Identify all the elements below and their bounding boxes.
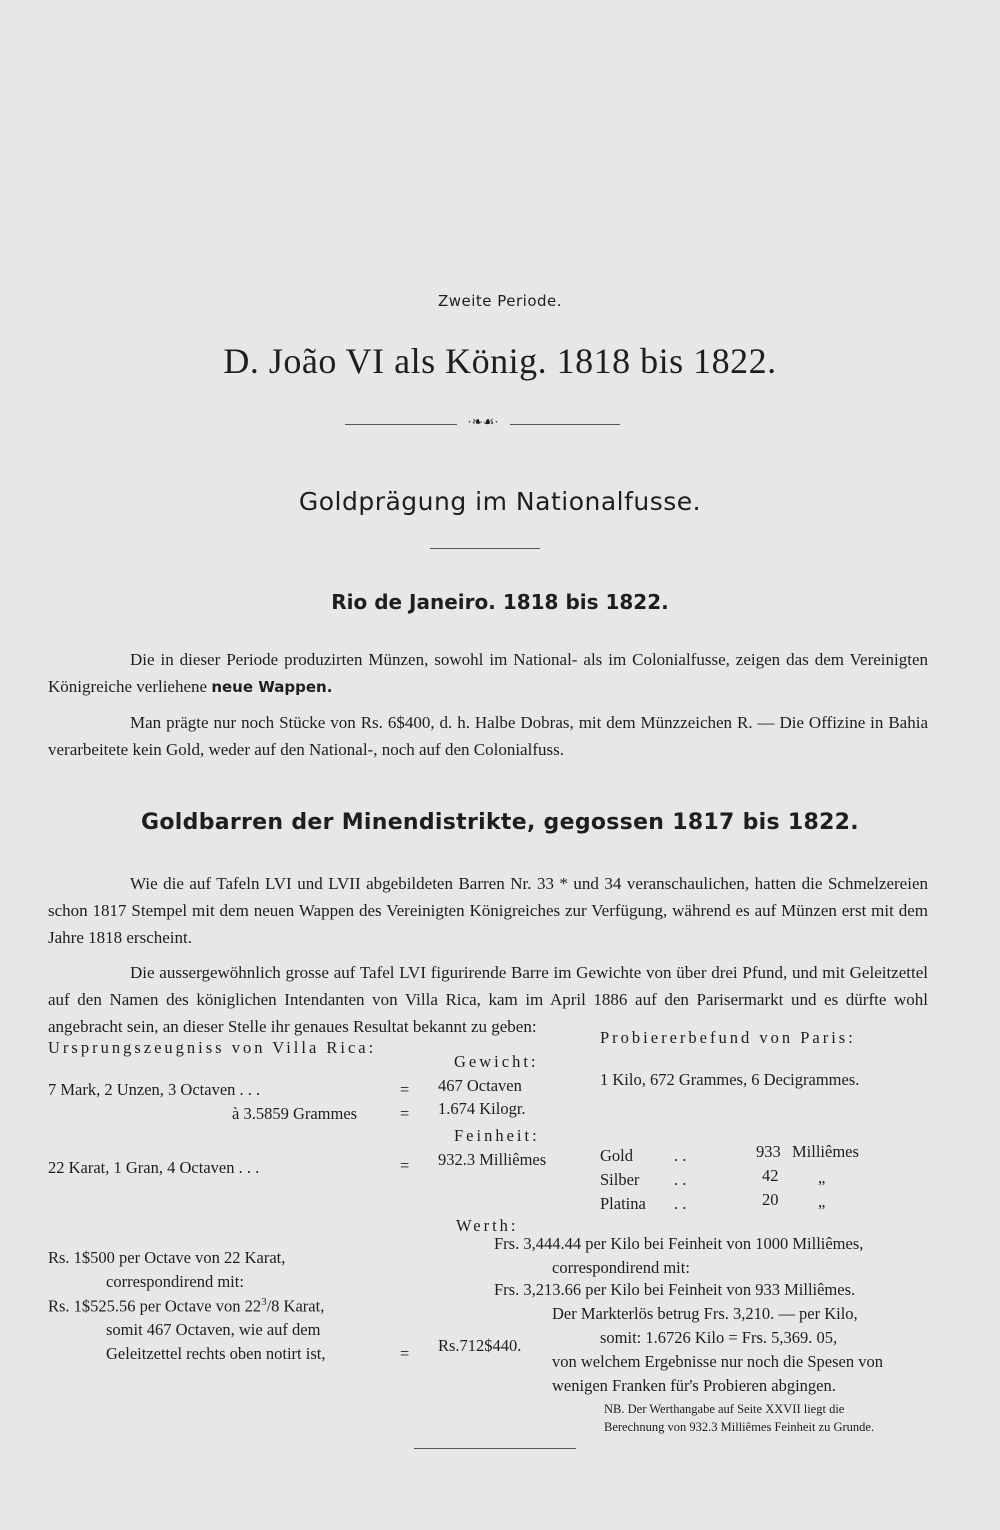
- metal-name-silber: Silber: [600, 1170, 640, 1189]
- weight-mark-text: 7 Mark, 2 Unzen, 3 Octaven . . .: [48, 1080, 261, 1099]
- metal-value-gold: 933: [756, 1142, 781, 1161]
- ornament-rule-left: [345, 424, 457, 425]
- paragraph: [48, 646, 928, 701]
- metal-unit-platina: „: [818, 1192, 826, 1211]
- werth-label: Werth:: [456, 1216, 519, 1235]
- werth-left-text: Rs. 1$525.56 per Octave von 22: [48, 1296, 262, 1316]
- werth-left-line: correspondirend mit:: [106, 1272, 244, 1291]
- equals-sign: =: [400, 1344, 410, 1363]
- werth-right-line: Der Markterlös betrug Frs. 3,210. — per Kilo,: [552, 1304, 858, 1323]
- metal-name-platina: Platina: [600, 1194, 646, 1213]
- metal-value-silber: 42: [762, 1166, 779, 1185]
- werth-left-line: Rs. 1$500 per Octave von 22 Karat,: [48, 1248, 286, 1267]
- origin-header: Ursprungszeugniss von Villa Rica:: [48, 1038, 377, 1057]
- equals-sign: =: [400, 1080, 410, 1099]
- werth-left-line: Geleitzettel rechts oben notirt ist,: [106, 1344, 326, 1363]
- section1-text: [48, 646, 928, 771]
- metal-unit-gold: Milliêmes: [792, 1142, 859, 1161]
- metal-value-platina: 20: [762, 1190, 779, 1209]
- section2-text: [48, 870, 928, 1048]
- section-divider: [430, 548, 540, 549]
- paragraph: Wie die auf Tafeln LVI und LVII abgebildeten Barren Nr. 33 * und 34 veranschaulichen, hatten die Schmelzereien schon 1817 Stempel mit dem neuen Wappen des Vereinigten Königreiches zur Verfügung, während es auf Münzen erst mit dem Jahre 1818 erscheint.: [48, 874, 928, 947]
- werth-right-line: Frs. 3,444.44 per Kilo bei Feinheit von 1000 Milliêmes,: [494, 1234, 864, 1253]
- feinheit-value: 932.3 Milliêmes: [438, 1150, 547, 1169]
- werth-left-text: /8 Karat,: [266, 1296, 325, 1316]
- nb-note-line: Berechnung von 932.3 Milliêmes Feinheit zu Grunde.: [604, 1420, 875, 1434]
- werth-right-line: wenigen Franken für's Probieren abgingen.: [552, 1376, 836, 1395]
- page-title: D. João VI als König. 1818 bis 1822.: [223, 341, 777, 381]
- paragraph: Man prägte nur noch Stücke von Rs. 6$400, d. h. Halbe Dobras, mit dem Münzzeichen R. — Die Offizine in Bahia verarbeitete kein Gold, weder auf den National-, noch auf den Colonialfuss.: [48, 713, 928, 759]
- karat-text: 22 Karat, 1 Gran, 4 Octaven . . .: [48, 1158, 260, 1177]
- werth-left-line: somit 467 Octaven, wie auf dem: [106, 1320, 321, 1339]
- feinheit-label: Feinheit:: [454, 1126, 540, 1145]
- werth-right-line: somit: 1.6726 Kilo = Frs. 5,369. 05,: [600, 1328, 838, 1347]
- leader-dots: . .: [674, 1146, 687, 1165]
- emphasis-text: neue Wappen.: [211, 678, 333, 696]
- period-label: Zweite Periode.: [437, 292, 563, 310]
- werth-right-line: correspondirend mit:: [552, 1258, 690, 1277]
- werth-left-line: [48, 1296, 324, 1317]
- paris-header: Probiererbefund von Paris:: [600, 1028, 856, 1047]
- metal-unit-silber: „: [818, 1168, 826, 1187]
- ornament-icon: ·❧☙·: [467, 414, 499, 429]
- section-heading-goldpraegung: Goldprägung im Nationalfusse.: [298, 487, 702, 516]
- weight-octaven-value: 467 Octaven: [438, 1076, 522, 1095]
- gewicht-label: Gewicht:: [454, 1052, 539, 1071]
- leader-dots: . .: [674, 1170, 687, 1189]
- footer-rule: [414, 1448, 576, 1449]
- metal-name-gold: Gold: [600, 1146, 633, 1165]
- werth-right-line: von welchem Ergebnisse nur noch die Spesen von: [552, 1352, 883, 1371]
- section-heading-goldbarren: Goldbarren der Minendistrikte, gegossen 1817 bis 1822.: [141, 810, 859, 835]
- paragraph: Die aussergewöhnlich grosse auf Tafel LVI figurirende Barre im Gewichte von über drei Pfund, und mit Geleitzettel auf den Namen des königlichen Intendanten von Villa Rica, kam im April 1886 auf den Parisermarkt und es dürfte wohl angebracht sein, an dieser Stelle ihr genaues Resultat bekannt zu geben:: [48, 963, 928, 1036]
- leader-dots: . .: [674, 1194, 687, 1213]
- equals-sign: =: [400, 1156, 410, 1175]
- fraction-numerator: 3: [261, 1296, 267, 1308]
- subheading-rio: Rio de Janeiro. 1818 bis 1822.: [331, 590, 669, 614]
- weight-kilogr-value: 1.674 Kilogr.: [438, 1099, 526, 1118]
- paris-weight: 1 Kilo, 672 Grammes, 6 Decigrammes.: [600, 1070, 860, 1089]
- werth-right-line: Frs. 3,213.66 per Kilo bei Feinheit von 933 Milliêmes.: [494, 1280, 856, 1299]
- equals-sign: =: [400, 1104, 410, 1123]
- ornament-rule-right: [510, 424, 620, 425]
- grammes-conversion: à 3.5859 Grammes: [232, 1104, 358, 1123]
- total-value: Rs.712$440.: [438, 1336, 522, 1355]
- nb-note-line: NB. Der Werthangabe auf Seite XXVII liegt die: [604, 1402, 845, 1416]
- paragraph-text: Die in dieser Periode produzirten Münzen, sowohl im National- als im Colonialfusse, zeigen das dem Vereinigten Königreiche verliehene: [48, 650, 928, 696]
